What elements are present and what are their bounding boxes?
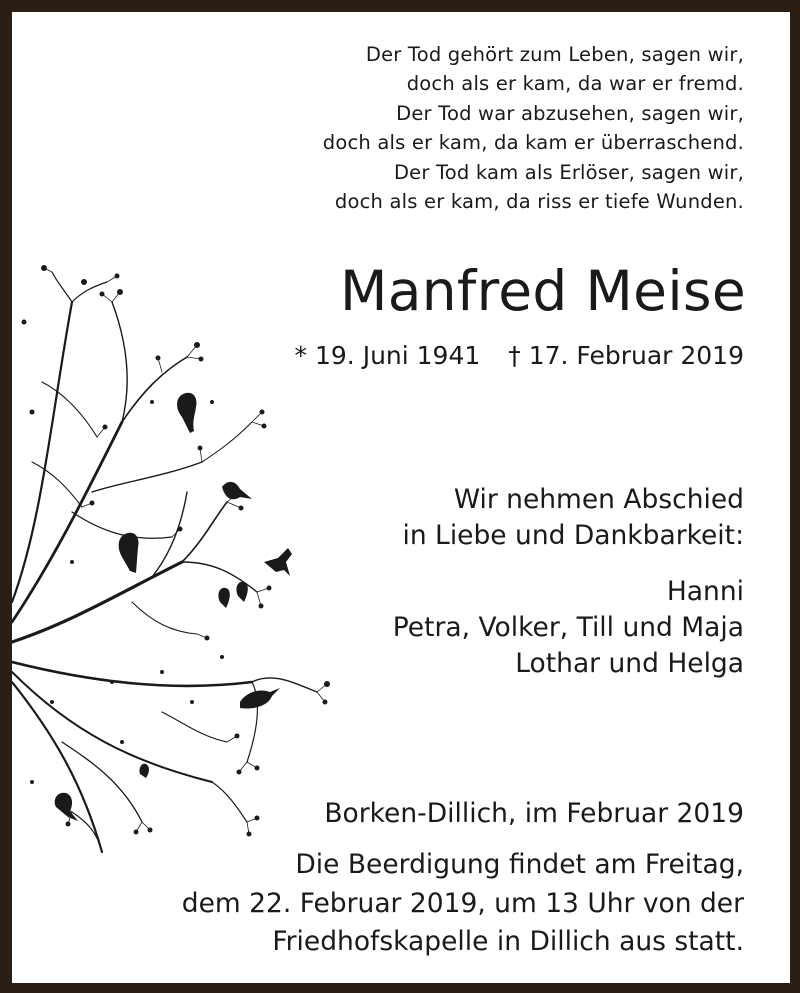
mourners-list — [393, 574, 744, 682]
farewell-line: in Liebe und Dankbarkeit: — [402, 520, 744, 551]
poem-line: doch als er kam, da riss er tiefe Wunden. — [334, 190, 744, 214]
funeral-line: Friedhofskapelle in Dillich aus statt. — [272, 926, 744, 957]
place-date: Borken-Dillich, im Februar 2019 — [324, 798, 744, 829]
poem-line: doch als er kam, da war er fremd. — [406, 72, 744, 96]
farewell-line: Wir nehmen Abschied — [453, 484, 744, 515]
funeral-notice — [182, 846, 744, 962]
funeral-line: dem 22. Februar 2019, um 13 Uhr von der — [181, 887, 744, 919]
deceased-name: Manfred Meise — [340, 259, 746, 323]
poem-line: doch als er kam, da kam er überraschend. — [322, 131, 744, 155]
mourner-line: Lothar und Helga — [515, 648, 744, 679]
poem-line: Der Tod kam als Erlöser, sagen wir, — [393, 160, 744, 184]
poem-line: Der Tod gehört zum Leben, sagen wir, — [365, 43, 744, 66]
death-date: † 17. Februar 2019 — [508, 341, 744, 370]
farewell-text — [402, 482, 744, 554]
funeral-line: Die Beerdigung findet am Freitag, — [295, 849, 744, 880]
tree-birds-icon — [12, 262, 342, 862]
mourner-line: Petra, Volker, Till und Maja — [392, 612, 744, 643]
birth-date: * 19. Juni 1941 — [294, 341, 481, 370]
poem — [323, 40, 744, 216]
life-dates — [295, 338, 744, 374]
mourner-line: Hanni — [666, 576, 744, 607]
poem-line: Der Tod war abzusehen, sagen wir, — [396, 101, 744, 125]
